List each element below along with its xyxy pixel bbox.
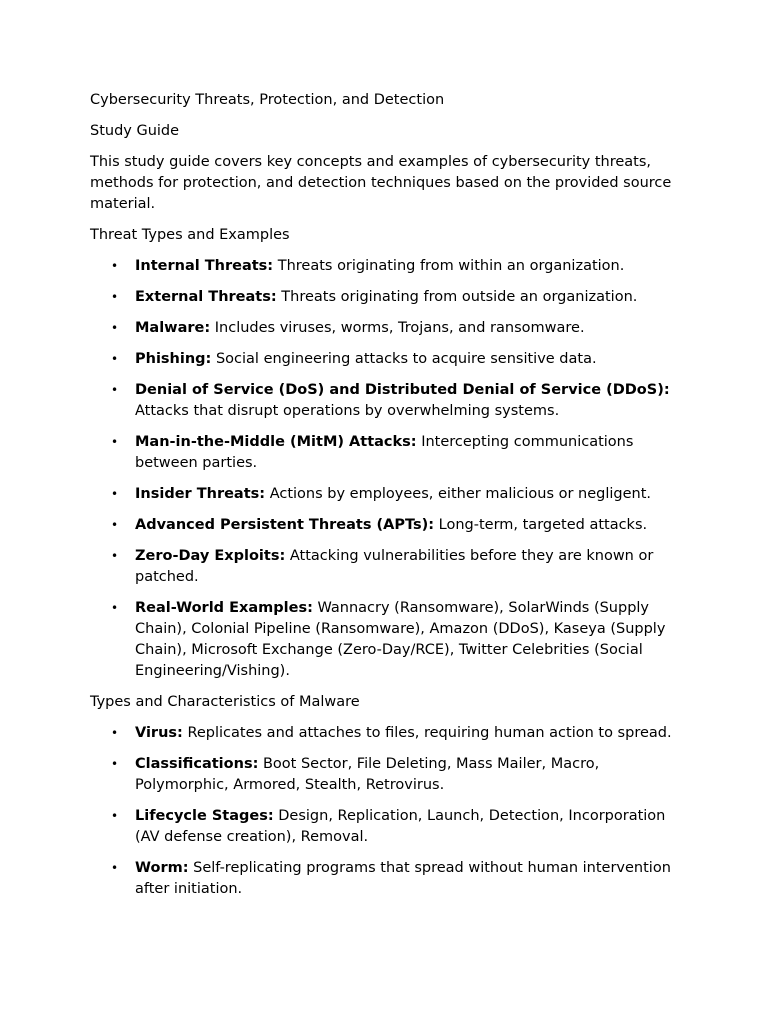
list-item-text: Boot Sector, File Deleting, Mass Mailer, Macro, Polymorphic, Armored, Stealth, Retrovirus.: [135, 756, 600, 793]
list-item-term: Advanced Persistent Threats (APTs):: [135, 517, 435, 533]
list-item-text: Includes viruses, worms, Trojans, and ransomware.: [214, 320, 585, 336]
bullet-icon: •: [111, 487, 119, 501]
document-intro: This study guide covers key concepts and examples of cybersecurity threats, methods for protection, and detection techniques based on the provided source material.: [90, 154, 672, 212]
list-item: [90, 598, 690, 682]
document-page: [90, 90, 690, 910]
bullet-icon: •: [111, 290, 119, 304]
list-item-text: Wannacry (Ransomware), SolarWinds (Supply Chain), Colonial Pipeline (Ransomware), Amazon (DDoS), Kaseya (Supply Chain), Microsoft Exchange (Zero-Day/RCE), Twitter Celebrities (Social Engineering/Vishing).: [135, 600, 666, 679]
section-heading-malware: Types and Characteristics of Malware: [90, 694, 360, 710]
list-item-text: Threats originating from outside an organization.: [281, 289, 638, 305]
list-item-term: Phishing:: [135, 351, 212, 367]
list-item-term: External Threats:: [135, 289, 277, 305]
list-item: [90, 380, 690, 422]
bullet-icon: •: [111, 259, 119, 273]
list-item-text: Social engineering attacks to acquire sensitive data.: [215, 351, 597, 367]
list-item-term: Worm:: [135, 860, 189, 876]
list-item: [90, 256, 690, 277]
list-item: [90, 349, 690, 370]
list-item-term: Virus:: [135, 725, 183, 741]
list-item: [90, 858, 690, 900]
list-item: [90, 318, 690, 339]
list-item-term: Zero-Day Exploits:: [135, 548, 286, 564]
list-item-text: Attacks that disrupt operations by overwhelming systems.: [135, 403, 560, 419]
bullet-icon: •: [111, 383, 119, 397]
bullet-icon: •: [111, 321, 119, 335]
list-item-text: Replicates and attaches to files, requiring human action to spread.: [187, 725, 672, 741]
list-item-term: Malware:: [135, 320, 211, 336]
bullet-icon: •: [111, 726, 119, 740]
list-item: [90, 723, 690, 744]
list-item-text: Threats originating from within an organization.: [277, 258, 625, 274]
bullet-icon: •: [111, 549, 119, 563]
document-title: Cybersecurity Threats, Protection, and Detection: [90, 92, 445, 108]
list-item-term: Classifications:: [135, 756, 259, 772]
list-item-text: Intercepting communications between parties.: [135, 434, 634, 471]
list-item-text: Actions by employees, either malicious or negligent.: [269, 486, 652, 502]
list-item-text: Long-term, targeted attacks.: [438, 517, 648, 533]
malware-list: [90, 723, 690, 900]
bullet-icon: •: [111, 352, 119, 366]
list-item-term: Internal Threats:: [135, 258, 274, 274]
bullet-icon: •: [111, 861, 119, 875]
list-item-term: Lifecycle Stages:: [135, 808, 274, 824]
list-item: [90, 515, 690, 536]
list-item-term: Real-World Examples:: [135, 600, 313, 616]
section-heading-threat-types: Threat Types and Examples: [90, 227, 290, 243]
list-item: [90, 432, 690, 474]
document-subtitle: Study Guide: [90, 123, 180, 139]
bullet-icon: •: [111, 601, 119, 615]
list-item-text: Design, Replication, Launch, Detection, Incorporation (AV defense creation), Removal.: [135, 808, 666, 845]
bullet-icon: •: [111, 757, 119, 771]
list-item: [90, 754, 690, 796]
list-item: [90, 287, 690, 308]
list-item: [90, 484, 690, 505]
list-item-text: Attacking vulnerabilities before they are known or patched.: [135, 548, 654, 585]
list-item-term: Insider Threats:: [135, 486, 266, 502]
list-item-term: Denial of Service (DoS) and Distributed Denial of Service (DDoS):: [135, 382, 670, 398]
list-item-text: Self-replicating programs that spread without human intervention after initiation.: [135, 860, 671, 897]
list-item-term: Man-in-the-Middle (MitM) Attacks:: [135, 434, 417, 450]
list-item: [90, 546, 690, 588]
threat-types-list: [90, 256, 690, 682]
bullet-icon: •: [111, 435, 119, 449]
bullet-icon: •: [111, 809, 119, 823]
list-item: [90, 806, 690, 848]
bullet-icon: •: [111, 518, 119, 532]
